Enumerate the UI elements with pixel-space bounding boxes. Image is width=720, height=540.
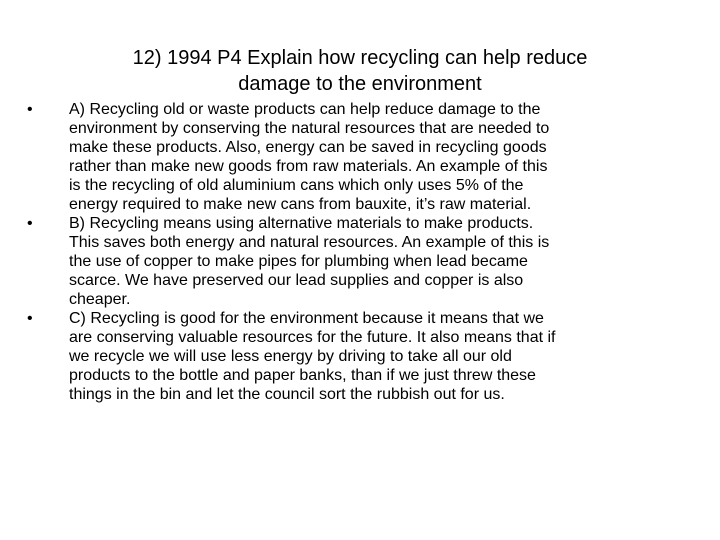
- text-line: This saves both energy and natural resources. An example of this is: [69, 234, 550, 251]
- text-line: scarce. We have preserved our lead supplies and copper is also: [69, 272, 524, 289]
- text-line: environment by conserving the natural resources that are needed to: [69, 120, 550, 137]
- slide-title-line: 12) 1994 P4 Explain how recycling can help reduce: [132, 47, 588, 70]
- bullet-text: [45, 309, 696, 404]
- slide-title-line: damage to the environment: [238, 73, 482, 96]
- text-line: things in the bin and let the council sort the rubbish out for us.: [69, 386, 505, 403]
- text-line: are conserving valuable resources for the future. It also means that if: [69, 329, 556, 346]
- text-line: make these products. Also, energy can be saved in recycling goods: [69, 139, 547, 156]
- text-line: rather than make new goods from raw materials. An example of this: [69, 158, 548, 175]
- text-line: C) Recycling is good for the environment because it means that we: [69, 310, 544, 327]
- text-line: the use of copper to make pipes for plumbing when lead became: [69, 253, 528, 270]
- bullet-item-b: [24, 214, 696, 309]
- text-line: we recycle we will use less energy by driving to take all our old: [69, 348, 512, 365]
- bullet-icon: •: [27, 101, 33, 118]
- bullet-item-c: [24, 309, 696, 404]
- text-line: is the recycling of old aluminium cans which only uses 5% of the: [69, 177, 524, 194]
- bullet-icon: •: [27, 215, 33, 232]
- bullet-list: [24, 100, 696, 404]
- text-line: A) Recycling old or waste products can help reduce damage to the: [69, 101, 541, 118]
- bullet-item-a: [24, 100, 696, 214]
- bullet-text: [45, 214, 696, 309]
- text-line: products to the bottle and paper banks, than if we just threw these: [69, 367, 536, 384]
- text-line: energy required to make new cans from bauxite, it’s raw material.: [69, 196, 532, 213]
- slide-title: [40, 45, 680, 97]
- bullet-icon: •: [27, 310, 33, 327]
- text-line: cheaper.: [69, 291, 131, 308]
- text-line: B) Recycling means using alternative materials to make products.: [69, 215, 534, 232]
- bullet-text: [45, 100, 696, 214]
